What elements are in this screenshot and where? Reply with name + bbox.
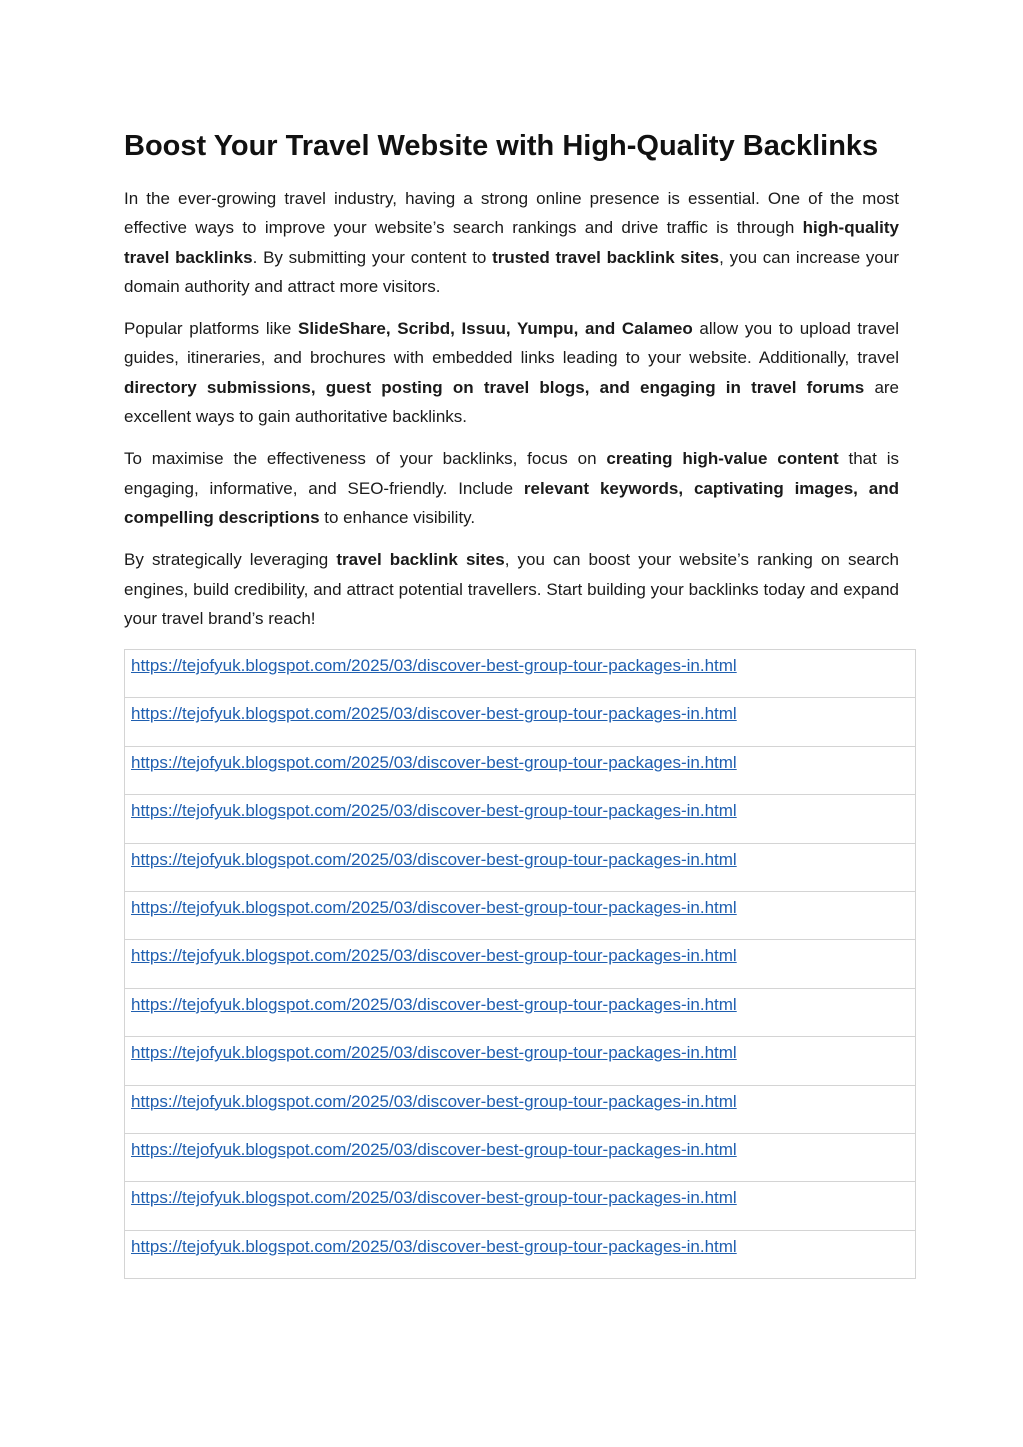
backlink-url[interactable]: https://tejofyuk.blogspot.com/2025/03/discover-best-group-tour-packages-in.html: [131, 1091, 737, 1111]
paragraph-intro: [124, 184, 899, 301]
table-row: [125, 940, 916, 988]
backlinks-table: [124, 649, 916, 1279]
text-run: Popular platforms like: [124, 319, 298, 339]
table-cell: [125, 795, 916, 843]
text-run: , you can boost your website’s ranking on search engines, build credibility, and attract potential travellers. Start building your backlinks today and expand your travel brand’s reach!: [124, 550, 899, 628]
bold-phrase: creating high-value content: [606, 449, 839, 469]
table-cell: [125, 698, 916, 746]
backlink-url[interactable]: https://tejofyuk.blogspot.com/2025/03/discover-best-group-tour-packages-in.html: [131, 1236, 737, 1256]
table-cell: [125, 843, 916, 891]
backlink-url[interactable]: https://tejofyuk.blogspot.com/2025/03/discover-best-group-tour-packages-in.html: [131, 994, 737, 1014]
table-cell: [125, 1182, 916, 1230]
table-cell: [125, 940, 916, 988]
backlink-url[interactable]: https://tejofyuk.blogspot.com/2025/03/discover-best-group-tour-packages-in.html: [131, 752, 737, 772]
backlink-url[interactable]: https://tejofyuk.blogspot.com/2025/03/discover-best-group-tour-packages-in.html: [131, 656, 737, 675]
backlink-url[interactable]: https://tejofyuk.blogspot.com/2025/03/discover-best-group-tour-packages-in.html: [131, 1188, 737, 1208]
text-run: are excellent ways to gain authoritative backlinks.: [124, 377, 900, 427]
text-run: To maximise the effectiveness of your backlinks, focus on: [124, 449, 607, 469]
bold-phrase: directory submissions, guest posting on travel blogs, and engaging in travel forums: [124, 377, 865, 397]
backlink-url[interactable]: https://tejofyuk.blogspot.com/2025/03/discover-best-group-tour-packages-in.html: [131, 1043, 737, 1063]
text-run: By strategically leveraging: [124, 550, 337, 570]
bold-phrase: relevant keywords, captivating images, and compelling descriptions: [124, 478, 899, 527]
bold-phrase: high-quality travel backlinks: [124, 218, 899, 267]
table-cell: [125, 891, 916, 939]
backlink-url[interactable]: https://tejofyuk.blogspot.com/2025/03/discover-best-group-tour-packages-in.html: [131, 946, 737, 966]
table-row: [125, 1037, 916, 1085]
table-cell: [125, 746, 916, 794]
backlink-url[interactable]: https://tejofyuk.blogspot.com/2025/03/discover-best-group-tour-packages-in.html: [131, 704, 737, 724]
table-row: [125, 1230, 916, 1278]
table-cell: [125, 988, 916, 1036]
table-cell: [125, 1085, 916, 1133]
text-run: , you can increase your domain authority and attract more visitors.: [124, 247, 899, 296]
table-cell: [125, 1133, 916, 1181]
table-row: [125, 698, 916, 746]
table-row: [125, 795, 916, 843]
paragraph-conclusion: [124, 545, 899, 633]
table-row: [125, 1182, 916, 1230]
table-row: [125, 746, 916, 794]
bold-phrase: SlideShare, Scribd, Issuu, Yumpu, and Calameo: [297, 319, 693, 339]
backlink-url[interactable]: https://tejofyuk.blogspot.com/2025/03/discover-best-group-tour-packages-in.html: [131, 897, 737, 917]
text-run: to enhance visibility.: [319, 507, 476, 527]
table-row: [125, 1133, 916, 1181]
table-row: [125, 843, 916, 891]
table-cell: [125, 650, 916, 698]
table-cell: [125, 1037, 916, 1085]
bold-phrase: trusted travel backlink sites: [492, 247, 720, 267]
text-run: In the ever-growing travel industry, having a strong online presence is essential. One of the most effective ways to improve your website’s search rankings and drive traffic is through: [124, 189, 899, 238]
text-run: allow you to upload travel guides, itineraries, and brochures with embedded links leading to your website. Additionally, travel: [124, 319, 900, 368]
backlink-url[interactable]: https://tejofyuk.blogspot.com/2025/03/discover-best-group-tour-packages-in.html: [131, 1139, 737, 1159]
paragraph-platforms: [124, 314, 899, 431]
text-run: that is engaging, informative, and SEO-friendly. Include: [124, 449, 899, 498]
paragraph-content-tips: [124, 444, 899, 532]
backlink-url[interactable]: https://tejofyuk.blogspot.com/2025/03/discover-best-group-tour-packages-in.html: [131, 801, 737, 821]
text-run: . By submitting your content to: [252, 247, 493, 267]
table-row: [125, 891, 916, 939]
bold-phrase: travel backlink sites: [336, 550, 505, 570]
table-cell: [125, 1230, 916, 1278]
table-row: [125, 988, 916, 1036]
page-title: Boost Your Travel Website with High-Quality Backlinks: [124, 130, 879, 162]
backlinks-table-body: [125, 650, 916, 1279]
table-row: [125, 650, 916, 698]
backlink-url[interactable]: https://tejofyuk.blogspot.com/2025/03/discover-best-group-tour-packages-in.html: [131, 849, 737, 869]
table-row: [125, 1085, 916, 1133]
